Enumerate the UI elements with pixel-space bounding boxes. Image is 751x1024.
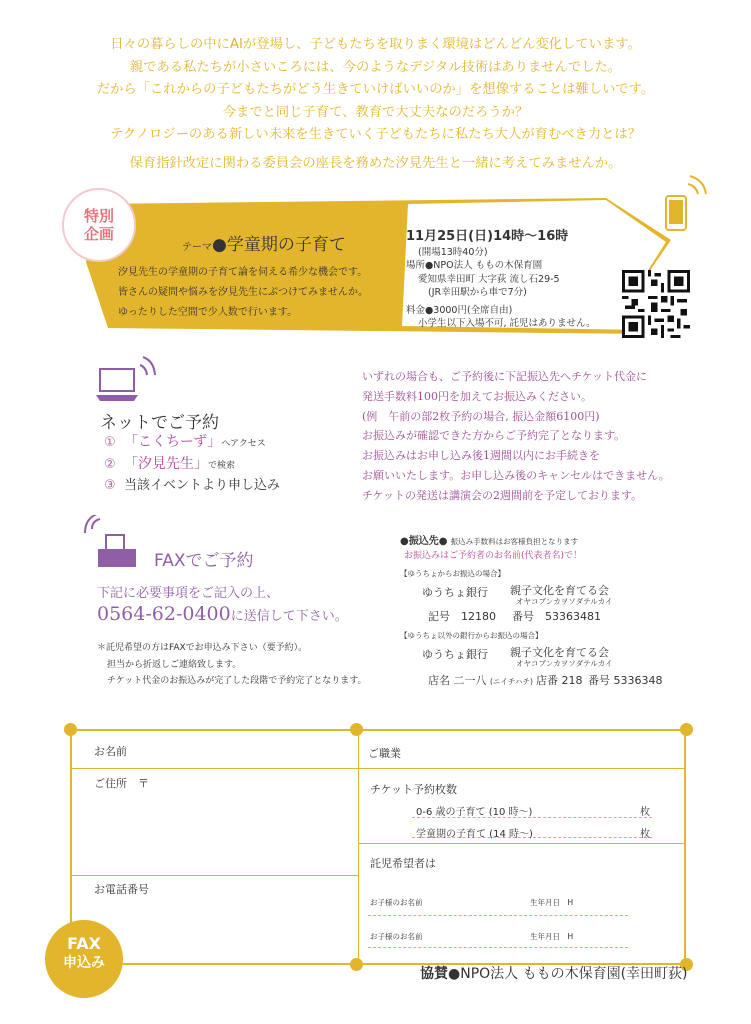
payment-notes (362, 367, 670, 506)
phone-field[interactable]: お電話番号 (94, 883, 149, 896)
intro-text (0, 34, 751, 175)
ticket-option-2[interactable]: 学童期の子育て (14 時〜) (416, 829, 533, 840)
fax-reservation-title: FAXでご予約 (154, 551, 254, 571)
address-field[interactable]: ご住所 〒 (94, 777, 149, 790)
badge-line-2: 企画 (83, 225, 114, 243)
intro-line: 親である私たちが小さいころには、今のようなデジタル技術はありませんでした。 (129, 59, 622, 75)
event-address: 愛知県幸田町 大字荻 流し石29-5 (418, 273, 560, 285)
form-dash (368, 915, 628, 916)
intro-line: 日々の暮らしの中にAIが登場し、子どもたちを取りまく環境はどんどん変化しています。 (110, 37, 641, 52)
event-open: (開場13時40分) (418, 247, 488, 258)
ticket-option-1[interactable]: 0-6 歳の子育て (10 時〜) (416, 807, 533, 818)
net-step: ② 「汐見先生」で検索 (104, 456, 236, 472)
desc-line: 汐見先生の学童期の子育て論を伺える希少な機会です。 (118, 267, 368, 278)
payment-note: 発送手数料100円を加えてお振込みください。 (362, 389, 592, 403)
intro-invitation: 保育指針改定に関わる委員会の座長を務めた汐見先生と一緒に考えてみませんか。 (129, 155, 622, 171)
fax-notes (97, 640, 366, 690)
fax-note: ＊託児希望の方はFAXでお申込み下さい（要予約）。 (97, 643, 308, 653)
theme-title: ●学童期の子育て (212, 235, 346, 255)
corner-dot (350, 958, 363, 971)
fax-line: 下記に必要事項をご記入の上、 (97, 586, 280, 601)
qr-code[interactable] (622, 270, 690, 338)
payment-note: お振込みが確認できた方からご予約完了となります。 (362, 429, 626, 443)
theme-label: テーマ (182, 242, 212, 253)
payment-note: お振込みはお申し込み後1週間以内にお手続きを (362, 449, 600, 463)
child-birth-field[interactable]: 生年月日 H (530, 898, 574, 907)
event-date: 11月25日(日)14時〜16時 (406, 229, 569, 244)
event-fee-note: 小学生以下入場不可, 託児はありません。 (418, 318, 596, 330)
sponsor: 協賛●NPO法人 ももの木保育園(幸田町荻) (420, 966, 688, 982)
fax-machine-icon (82, 515, 142, 577)
event-info (406, 228, 596, 330)
child-name-field[interactable]: お子様のお名前 (370, 898, 423, 907)
laptop-icon (96, 355, 160, 407)
net-reservation-title: ネットでご予約 (100, 413, 219, 433)
search-keyword: 「汐見先生」 (124, 456, 208, 472)
child-name-field[interactable]: お子様のお名前 (370, 932, 423, 941)
child-birth-field[interactable]: 生年月日 H (530, 932, 574, 941)
desc-line: ゆったりした空間で少人数で行います。 (118, 307, 298, 318)
net-steps (104, 432, 280, 496)
form-divider (72, 768, 684, 769)
fax-instructions: 下記に必要事項をご記入の上、 0564-62-0400に送信して下さい。 (97, 583, 348, 627)
occupation-field[interactable]: ご職業 (368, 747, 401, 760)
form-divider (358, 843, 684, 844)
payment-note: いずれの場合も、ご予約後に下記振込先へチケット代金に (362, 370, 648, 383)
special-badge (62, 188, 136, 262)
form-divider (72, 875, 358, 876)
net-step: ① 「こくちーず」へアクセス (104, 434, 266, 450)
fax-application-badge: FAX 申込み (45, 920, 123, 998)
bank-header: ●振込先● (400, 536, 448, 547)
intro-line: だから「これからの子どもたちがどう生きていけばいいのか」を想像することは難しいです。 (96, 82, 655, 97)
intro-line: 今までと同じ子育て、教育で大丈夫なのだろうか？ (222, 104, 529, 120)
desc-line: 皆さんの疑問や悩みを汐見先生にぶつけてみませんか。 (118, 287, 368, 298)
payment-note: チケットの発送は講演会の2週間前を予定しております。 (362, 488, 643, 502)
event-access: (JR幸田駅から車で7分) (428, 287, 527, 299)
net-step: ③ 当該イベントより申し込み (104, 478, 281, 493)
fax-note: 担当から折返しご連絡致します。 (107, 659, 242, 670)
badge-line-1: 特別 (83, 207, 114, 225)
event-place: 場所●NPO法人 ももの木保育園 (406, 260, 543, 272)
corner-dot (64, 723, 77, 736)
ticket-count-label: チケット予約枚数 (370, 783, 458, 796)
payment-note: (例 午前の部2枚予約の場合, 振込金額6100円) (362, 409, 600, 423)
fax-note: チケット代金のお振込みが完了した段階で予約完了となります。 (107, 676, 367, 687)
theme (182, 230, 346, 255)
form-divider (358, 731, 359, 963)
childcare-label: 託児希望者は (370, 857, 436, 870)
name-field[interactable]: お名前 (94, 745, 127, 758)
smartphone-icon (662, 170, 708, 236)
corner-dot (350, 723, 363, 736)
corner-dot (680, 723, 693, 736)
kokuchizu-link[interactable]: 「こくちーず」 (124, 434, 222, 450)
banner-description (118, 263, 368, 323)
fax-number[interactable]: 0564-62-0400 (97, 603, 231, 625)
bank-pink-note: お振込みはご予約者のお名前(代表者名)で！ (404, 551, 583, 561)
payment-note: お願いいたします。お申し込み後のキャンセルはできません。 (362, 468, 670, 482)
fax-application-form: お名前 ご職業 ご住所 〒 チケット予約枚数 0-6 歳の子育て (10 時〜) 枚 学童期の子育て (14 時〜) 枚 託児希望者は お電話番号 お子様のお名前 生年月日 H お子様のお名前 生年月日 H (70, 729, 686, 965)
intro-line: テクノロジーのある新しい未来を生きていく子どもたちに私たち大人が育むべき力とは？ (109, 127, 642, 142)
form-dash (368, 947, 628, 948)
event-fee: 料金●3000円(全席自由) (406, 304, 513, 316)
